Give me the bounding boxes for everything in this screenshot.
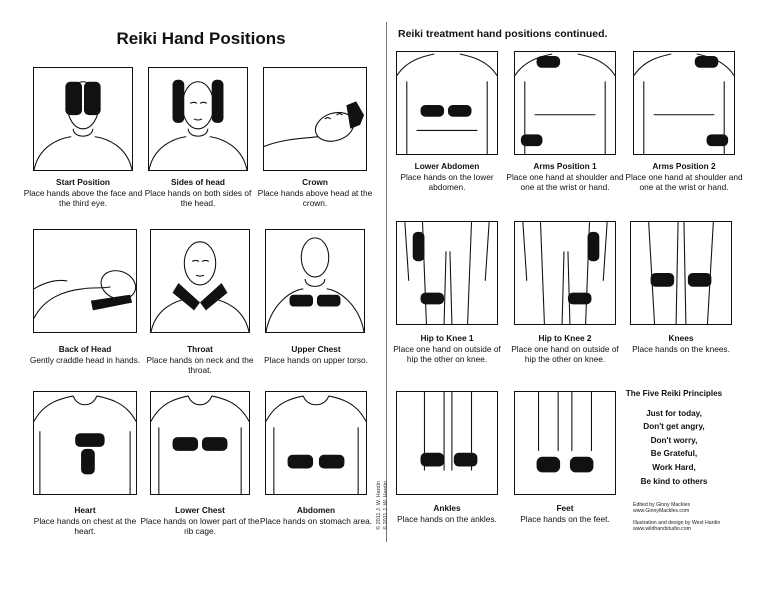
heart-illustration [34,392,136,494]
crown-illustration [264,68,366,170]
throat-illustration [151,230,249,332]
panel-hip-to-knee-1 [396,221,498,325]
back-of-head-illustration [34,230,136,332]
start-position-illustration [34,68,132,170]
credits [633,502,733,538]
knees-illustration [631,222,731,324]
caption-heart: Heart Place hands on chest at the heart. [33,505,137,536]
sides-of-head-illustration [149,68,247,170]
panel-heart [33,391,137,495]
arms-position-2-illustration [634,52,734,154]
caption-abdomen: Abdomen Place hands on stomach area. [259,505,373,526]
edited-by: Edited by Ginny Mackles [633,502,691,508]
principle-line: Just for today, [646,408,702,418]
caption-hip-to-knee-2: Hip to Knee 2 Place one hand on outside of hip the other on knee. [511,333,619,364]
panel-start-position [33,67,133,171]
panel-feet [514,391,616,495]
principle-line: Work Hard, [652,462,696,472]
panel-back-of-head [33,229,137,333]
caption-arms-position-1: Arms Position 1 Place one hand at shoulder and one at the wrist or hand. [506,161,624,192]
caption-knees: Knees Place hands on the knees. [632,333,730,354]
upper-chest-illustration [266,230,364,332]
page-divider [386,22,387,542]
reiki-principles [624,387,724,488]
principles-heading: The Five Reiki Principles [625,389,723,398]
principle-line: Don't worry, [650,435,698,445]
feet-illustration [515,392,615,494]
caption-lower-abdomen: Lower Abdomen Place hands on the lower abdomen. [400,161,494,192]
arms-position-1-illustration [515,52,615,154]
illustration-url: www.wildhandstudio.com [633,526,691,533]
panel-knees [630,221,732,325]
principle-line: Don't get angry, [643,422,705,432]
panel-upper-chest [265,229,365,333]
panel-hip-to-knee-2 [514,221,616,325]
panel-lower-chest [150,391,250,495]
caption-throat: Throat Place hands on neck and the throat. [146,344,254,375]
caption-lower-chest: Lower Chest Place hands on lower part of the rib cage. [140,505,260,536]
caption-upper-chest: Upper Chest Place hands on upper torso. [264,344,368,365]
panel-arms-position-2 [633,51,735,155]
panel-crown [263,67,367,171]
panel-ankles [396,391,498,495]
lower-abdomen-illustration [397,52,497,154]
copyright-notice: © 2011 J. W. Hardin © 2011 J. W. Hardin [376,481,389,530]
caption-ankles: Ankles Place hands on the ankles. [397,503,497,524]
panel-arms-position-1 [514,51,616,155]
edited-url: www.GinnyMackles.com [633,508,690,515]
caption-back-of-head: Back of Head Gently craddle head in hands. [29,344,141,365]
panel-sides-of-head [148,67,248,171]
caption-start-position: Start Position Place hands above the face and the third eye. [23,177,143,208]
panel-throat [150,229,250,333]
panel-abdomen [265,391,367,495]
ankles-illustration [397,392,497,494]
principle-line: Be kind to others [640,476,708,486]
caption-arms-position-2: Arms Position 2 Place one hand at shoulder and one at the wrist or hand. [625,161,743,192]
abdomen-illustration [266,392,366,494]
continued-title: Reiki treatment hand positions continued. [398,28,608,40]
caption-hip-to-knee-1: Hip to Knee 1 Place one hand on outside of hip the other on knee. [393,333,501,364]
caption-feet: Feet Place hands on the feet. [520,503,610,524]
hip-to-knee-2-illustration [515,222,615,324]
page-title: Reiki Hand Positions [116,29,286,48]
caption-sides-of-head: Sides of head Place hands on both sides of the head. [144,177,252,208]
hip-to-knee-1-illustration [397,222,497,324]
lower-chest-illustration [151,392,249,494]
illustration-credit: Illustration and design by West Hardin [633,519,721,526]
panel-lower-abdomen [396,51,498,155]
principle-line: Be Grateful, [650,449,698,459]
caption-crown: Crown Place hands above head at the crown. [257,177,373,208]
